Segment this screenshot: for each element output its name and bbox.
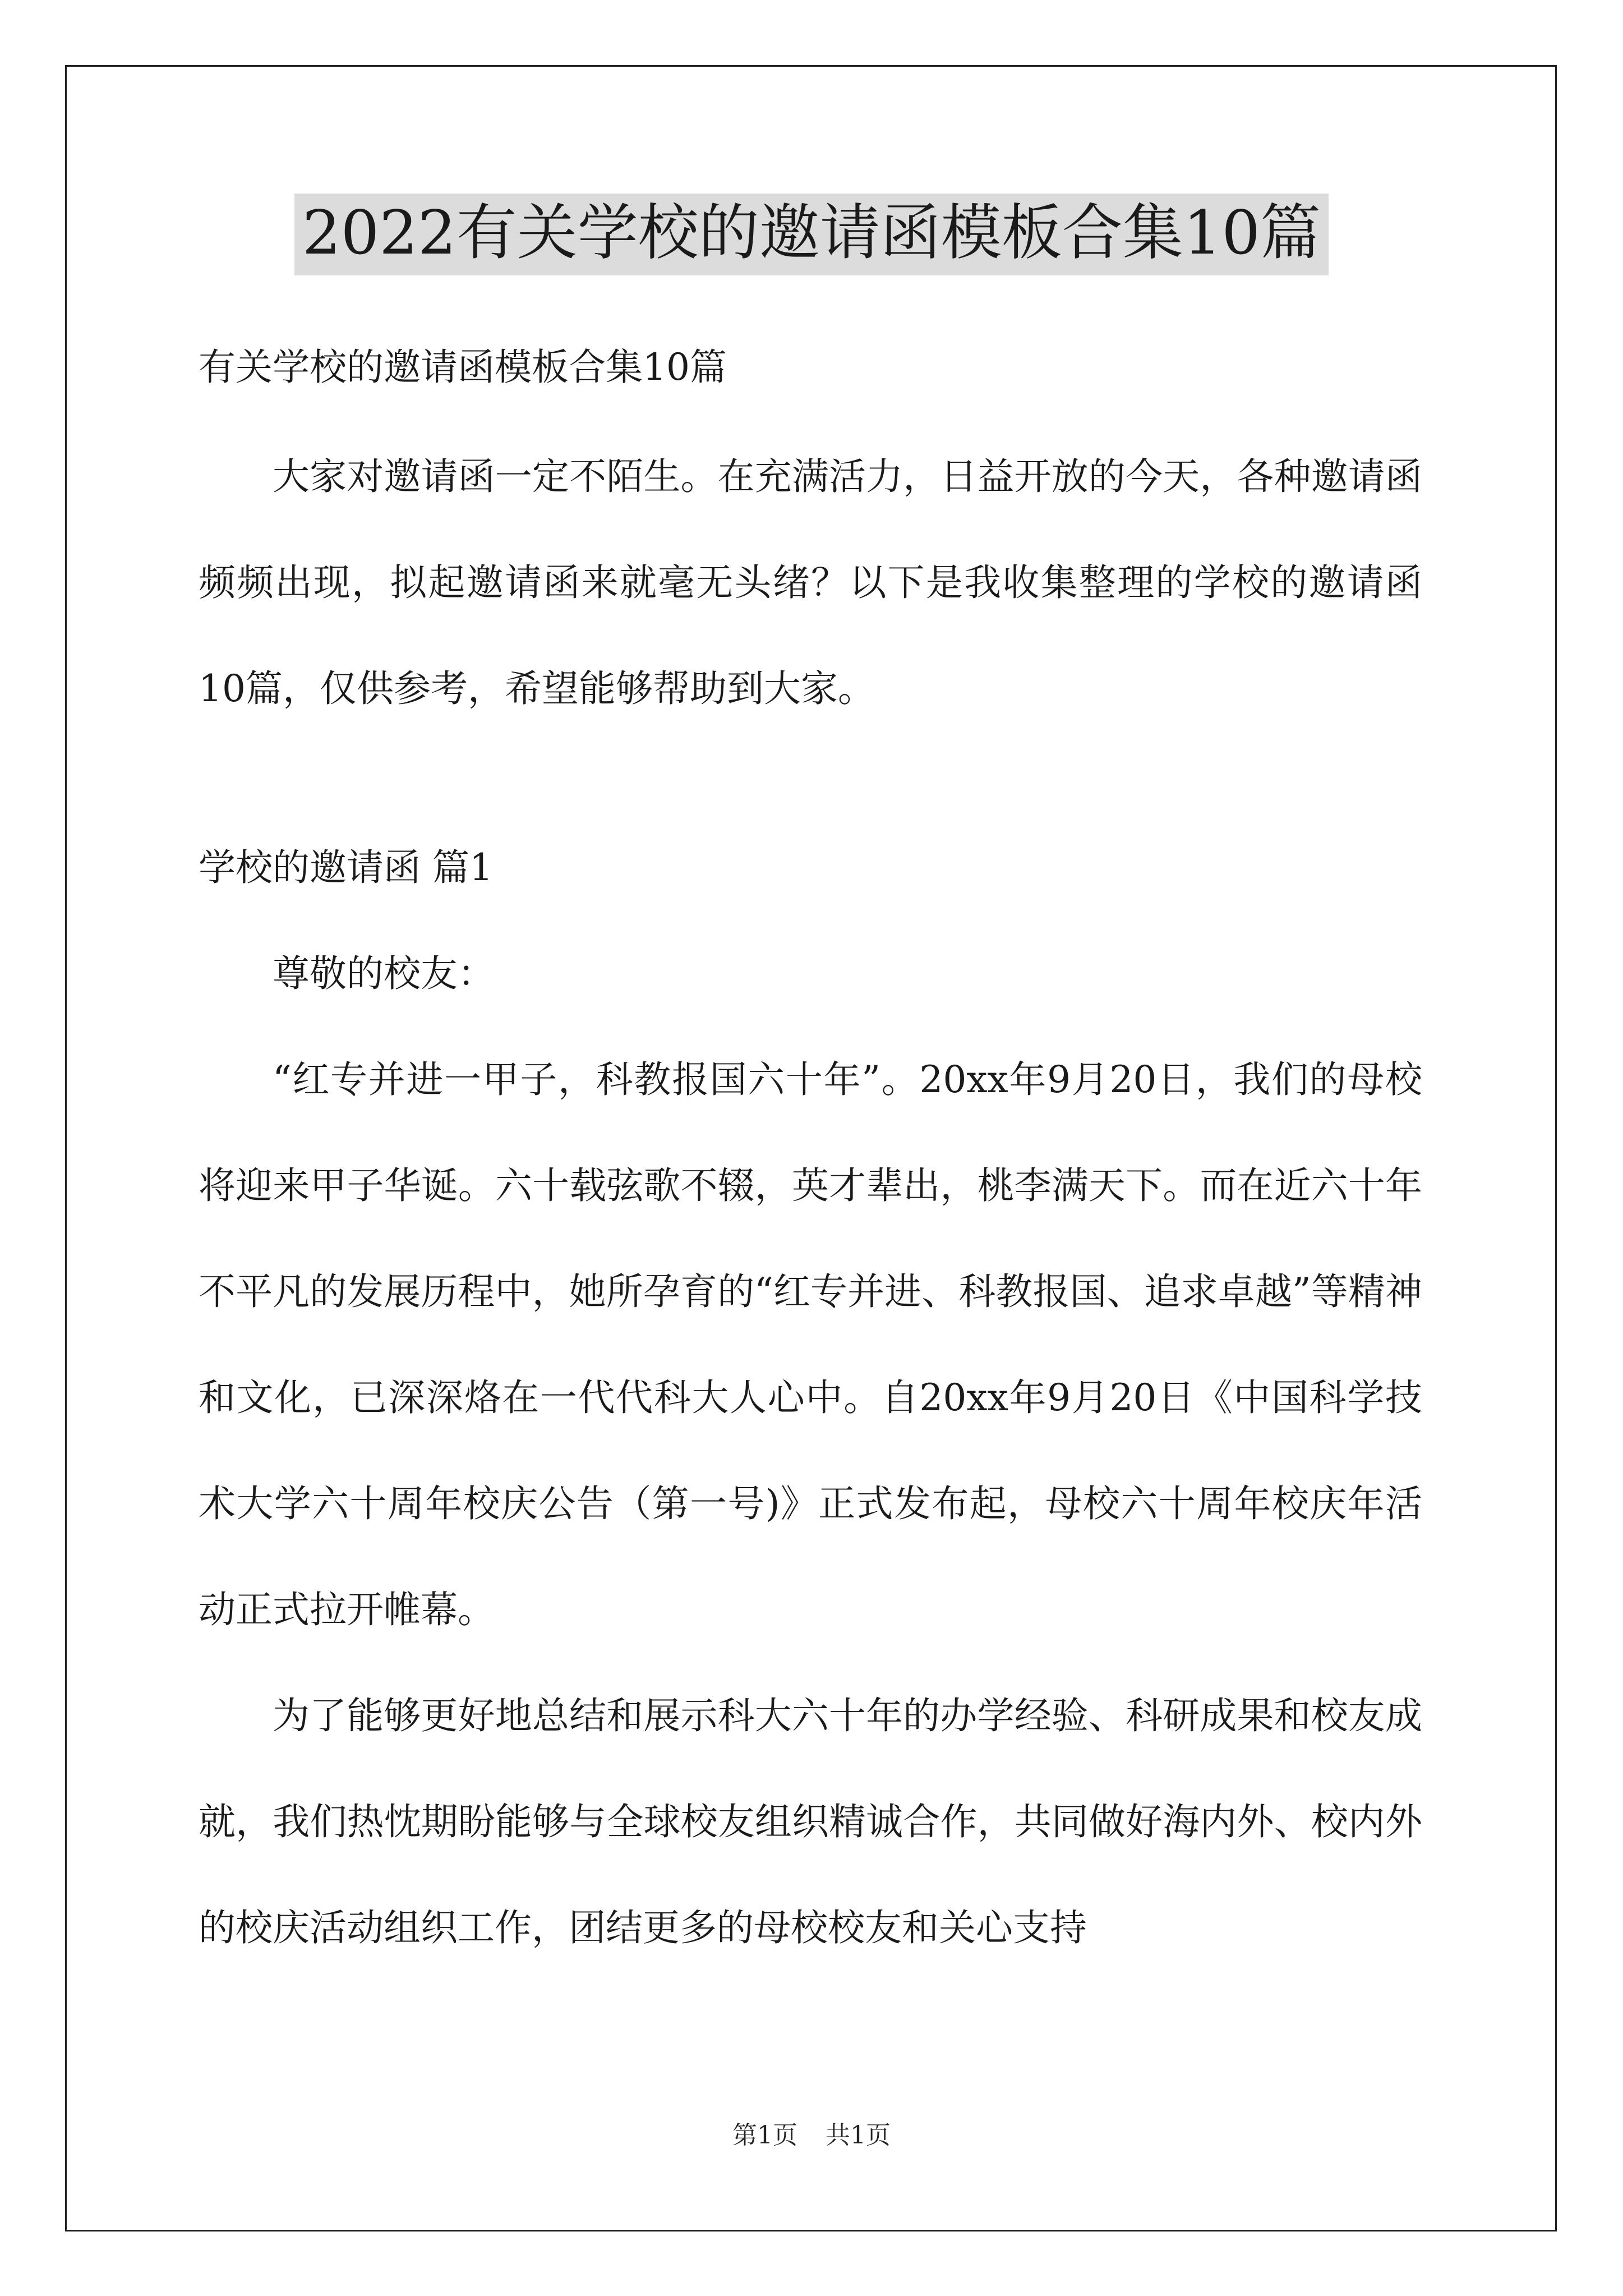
page-total: 共1页 bbox=[826, 2121, 891, 2150]
title-wrap bbox=[0, 194, 1623, 275]
page-footer bbox=[0, 2115, 1623, 2151]
document-title: 2022有关学校的邀请函模板合集10篇 bbox=[294, 194, 1329, 275]
body-paragraph-1: “红专并进一甲子，科教报国六十年”。20xx年9月20日，我们的母校将迎来甲子华诞。六十载弦歌不辍，英才辈出，桃李满天下。而在近六十年不平凡的发展历程中，她所孕育的“红专并进、科教报国、追求卓越”等精神和文化，已深深烙在一代代科大人心中。自20xx年9月20日《中国科学技术大学六十周年校庆公告（第一号)》正式发布起，母校六十周年校庆年活动正式拉开帷幕。 bbox=[199, 1058, 1422, 1631]
intro-paragraph: 大家对邀请函一定不陌生。在充满活力，日益开放的今天，各种邀请函频频出现，拟起邀请函来就毫无头绪？以下是我收集整理的学校的邀请函10篇，仅供参考，希望能够帮助到大家。 bbox=[199, 455, 1422, 710]
page-number: 第1页 bbox=[732, 2121, 797, 2150]
document-body bbox=[199, 314, 1422, 1981]
section-heading: 学校的邀请函 篇1 bbox=[199, 846, 493, 889]
salutation: 尊敬的校友： bbox=[273, 952, 495, 995]
body-paragraph-2: 为了能够更好地总结和展示科大六十年的办学经验、科研成果和校友成就，我们热忱期盼能够与全球校友组织精诚合作，共同做好海内外、校内外的校庆活动组织工作，团结更多的母校校友和关心支持 bbox=[199, 1694, 1422, 1949]
document-subtitle: 有关学校的邀请函模板合集10篇 bbox=[199, 346, 727, 389]
